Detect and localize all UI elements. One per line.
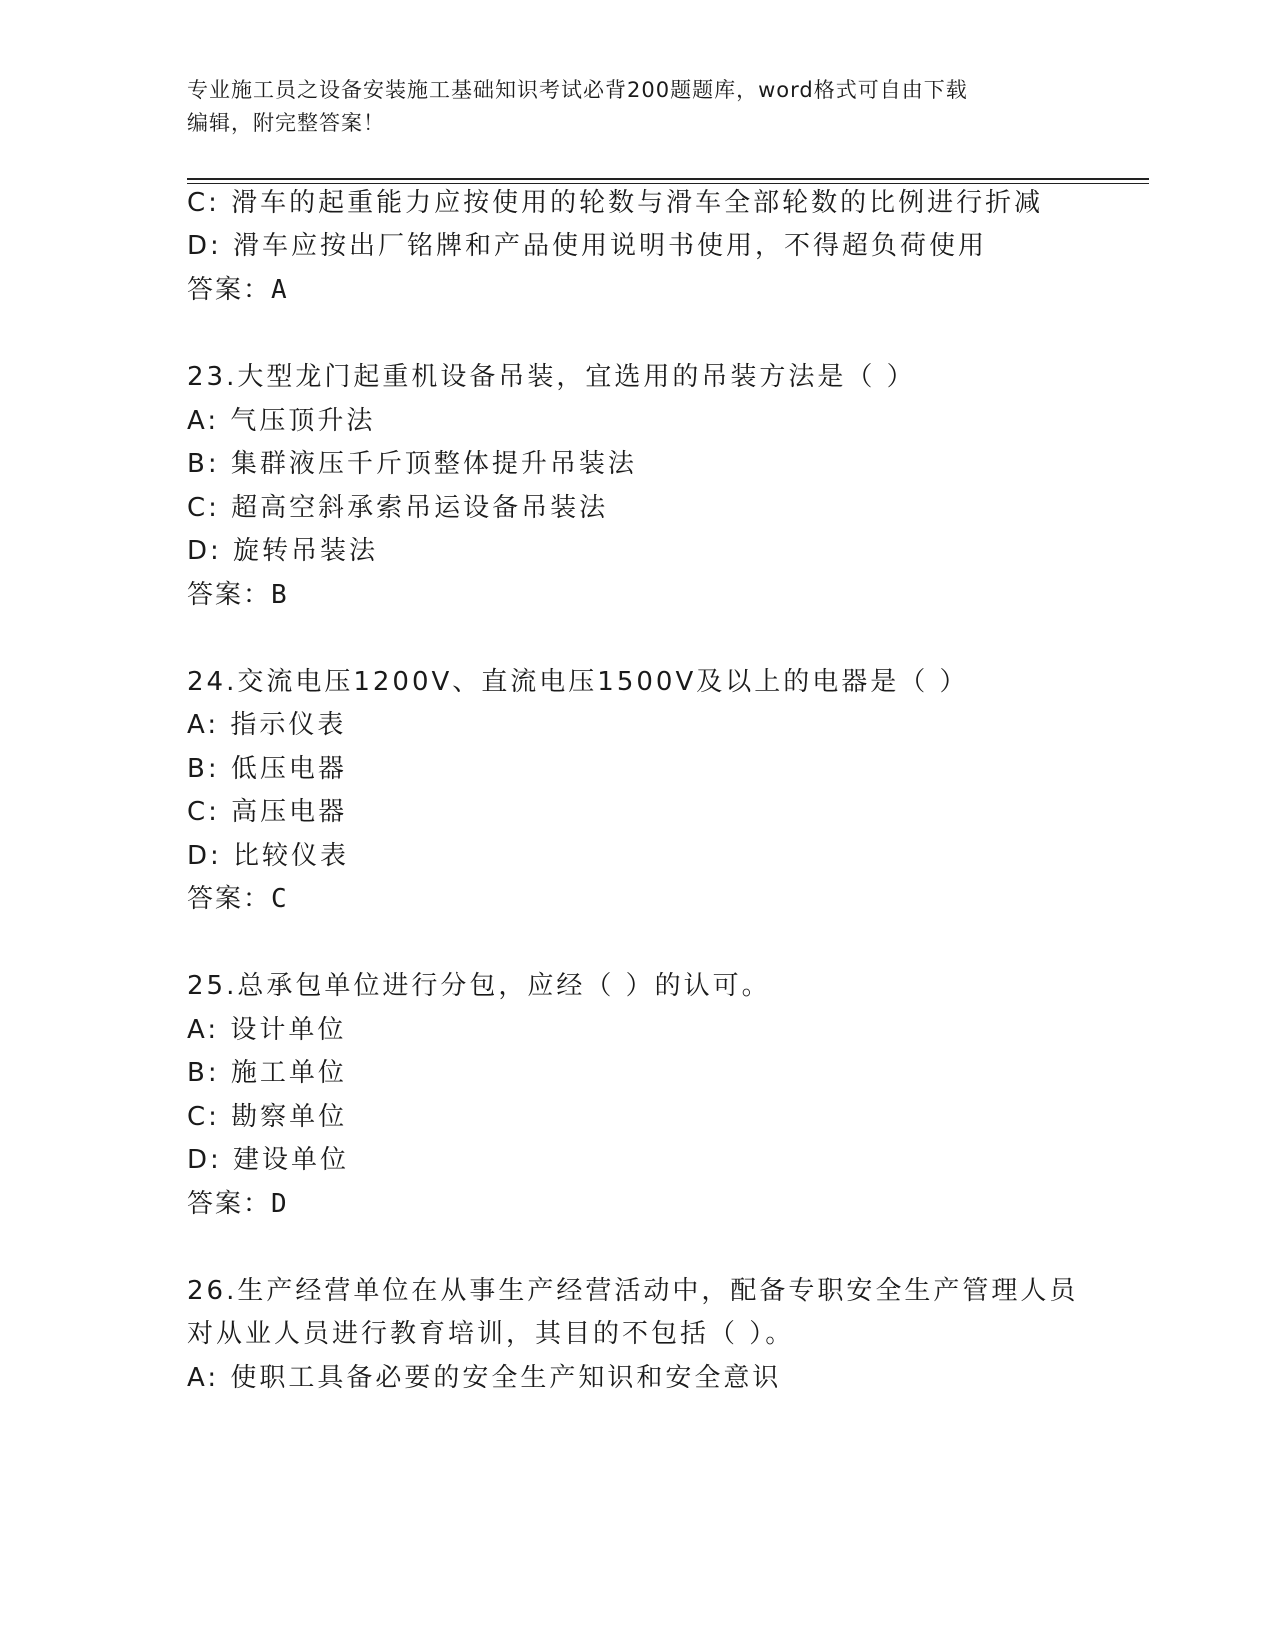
q25-option-c: C: 勘察单位 [187,1102,348,1132]
q24-option-b: B: 低压电器 [187,754,347,784]
q24-option-d: D: 比较仪表 [187,841,350,871]
q23-option-a: A: 气压顶升法 [187,406,376,436]
answer-value: B [271,580,287,610]
document-header [187,74,1087,140]
q22-option-d: D: 滑车应按出厂铭牌和产品使用说明书使用，不得超负荷使用 [187,231,988,261]
q24-option-c: C: 高压电器 [187,797,348,827]
q23-stem: 23.大型龙门起重机设备吊装，宜选用的吊装方法是（ ） [187,362,916,392]
q22-answer [187,273,287,307]
q23-answer [187,578,287,612]
header-divider-thick [187,178,1149,180]
q24-option-a: A: 指示仪表 [187,710,347,740]
header-divider-thin [187,183,1149,184]
answer-value: D [271,1189,287,1219]
q23-option-c: C: 超高空斜承索吊运设备吊装法 [187,493,609,523]
answer-label: 答案： [187,1189,272,1219]
q25-answer [187,1187,287,1221]
q23-option-d: D: 旋转吊装法 [187,536,379,566]
q25-option-a: A: 设计单位 [187,1015,347,1045]
header-title-line-2: 编辑，附完整答案！ [187,111,385,135]
q24-stem: 24.交流电压1200V、直流电压1500V及以上的电器是（ ） [187,667,969,697]
answer-label: 答案： [187,275,272,305]
answer-value: A [271,275,287,305]
header-title-line-1: 专业施工员之设备安装施工基础知识考试必背200题题库，word格式可自由下载 [187,78,968,102]
answer-label: 答案： [187,580,272,610]
q26-option-a: A: 使职工具备必要的安全生产知识和安全意识 [187,1363,782,1393]
q24-answer [187,882,287,916]
q25-option-b: B: 施工单位 [187,1058,347,1088]
answer-label: 答案： [187,884,272,914]
q25-stem: 25.总承包单位进行分包，应经（ ）的认可。 [187,971,771,1001]
q23-option-b: B: 集群液压千斤顶整体提升吊装法 [187,449,637,479]
q22-option-c: C: 滑车的起重能力应按使用的轮数与滑车全部轮数的比例进行折减 [187,188,1044,218]
q25-option-d: D: 建设单位 [187,1145,350,1175]
q26-stem-line-1: 26.生产经营单位在从事生产经营活动中，配备专职安全生产管理人员 [187,1276,1079,1306]
q26-stem-line-2: 对从业人员进行教育培训，其目的不包括（ ）。 [187,1319,795,1349]
answer-value: C [271,884,287,914]
